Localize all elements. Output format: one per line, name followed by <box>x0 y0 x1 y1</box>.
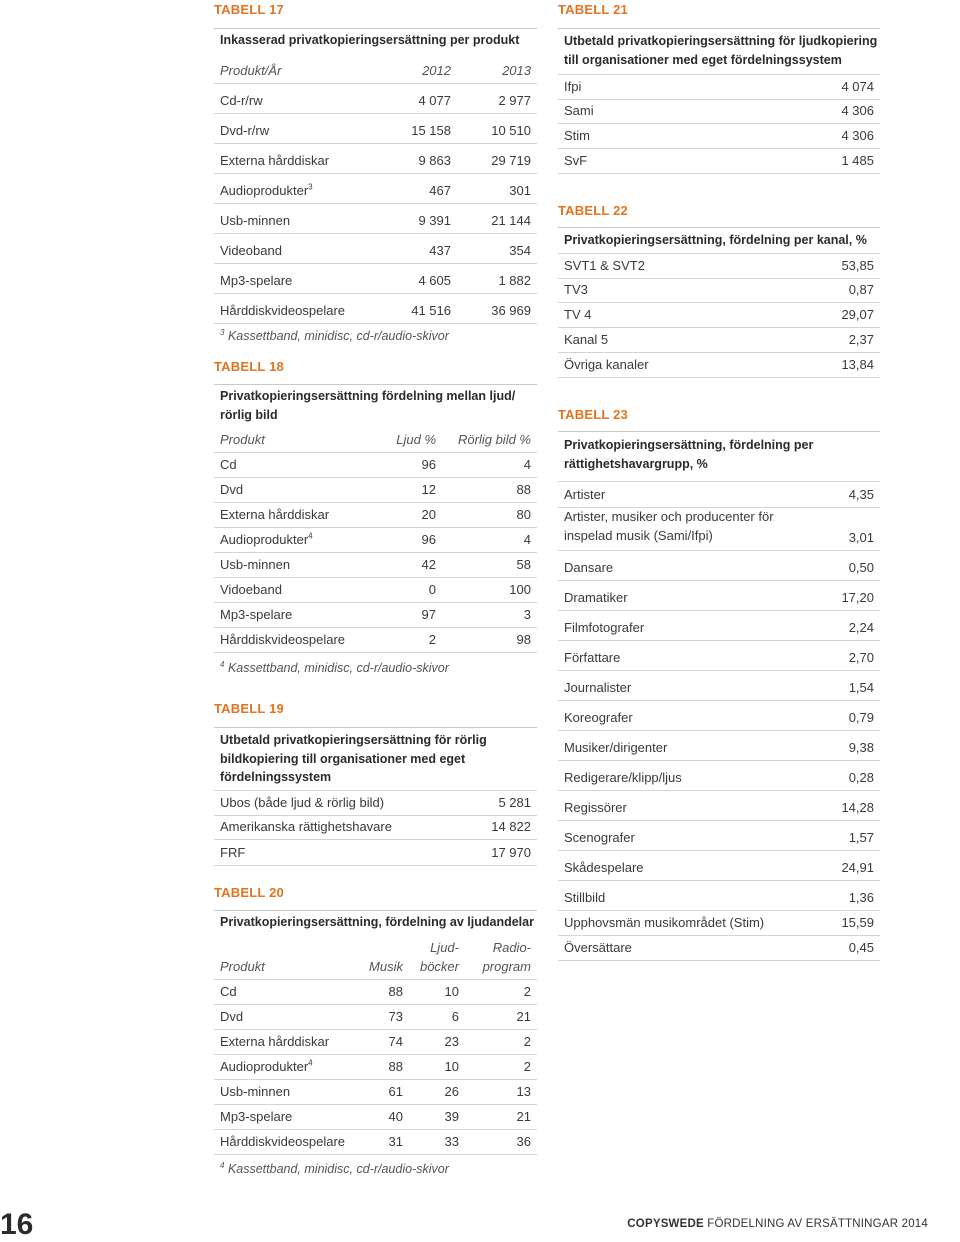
table-row <box>214 528 537 553</box>
row-value: 0,28 <box>848 770 874 785</box>
table-header-row <box>214 934 537 980</box>
value-books: 10 <box>444 984 459 999</box>
table-top-rule <box>214 910 537 911</box>
table-row <box>214 453 537 478</box>
table-row <box>214 840 537 866</box>
header-year-2013: 2013 <box>502 63 531 78</box>
row-value: 13,84 <box>841 357 874 372</box>
value-audio: 12 <box>421 482 436 497</box>
footnote-mark: 3 <box>308 182 313 192</box>
table-row <box>214 1030 537 1055</box>
table-label: TABELL 21 <box>558 2 628 17</box>
value-2013: 29 719 <box>491 153 531 168</box>
row-label: Artister <box>564 487 606 502</box>
value-audio: 0 <box>428 582 436 597</box>
value-books: 26 <box>444 1084 459 1099</box>
row-value: 14 822 <box>491 819 531 834</box>
table-label: TABELL 20 <box>214 885 284 900</box>
value-music: 61 <box>388 1084 403 1099</box>
table-row <box>558 936 880 961</box>
table-row <box>214 114 537 144</box>
header-product: Produkt <box>220 959 265 974</box>
row-label: FRF <box>220 845 246 860</box>
header-product: Produkt/År <box>220 63 282 78</box>
table-row <box>214 264 537 294</box>
row-value: 53,85 <box>841 258 874 273</box>
row-label: Dvd-r/rw <box>220 123 270 138</box>
value-audio: 96 <box>421 532 436 547</box>
value-radio: 13 <box>516 1084 531 1099</box>
row-value: 2,24 <box>848 620 874 635</box>
footnote-text: Kassettband, minidisc, cd-r/audio-skivor <box>227 1162 449 1176</box>
row-value: 3,01 <box>848 530 874 545</box>
footnote-mark: 3 <box>220 327 225 337</box>
page-footer <box>627 1218 928 1230</box>
value-radio: 2 <box>523 1059 531 1074</box>
row-label: Usb-minnen <box>220 557 291 572</box>
value-2012: 9 863 <box>418 153 451 168</box>
table-header-row <box>214 52 537 84</box>
table-top-rule <box>214 384 537 385</box>
value-video: 98 <box>516 632 531 647</box>
table-caption: Utbetald privatkopieringsersättning för ljudkopiering till organisationer med eget fördelningssystem <box>564 34 878 67</box>
footer-brand: COPYSWEDE <box>627 1218 704 1230</box>
footnote-text: Kassettband, minidisc, cd-r/audio-skivor <box>227 661 449 675</box>
value-books: 6 <box>451 1009 459 1024</box>
row-value: 24,91 <box>841 860 874 875</box>
header-video: Rörlig bild % <box>458 432 531 447</box>
table-row <box>214 578 537 603</box>
table-top-rule <box>558 227 880 228</box>
row-label: Stim <box>564 128 590 143</box>
table-row <box>214 1005 537 1030</box>
table-row <box>214 503 537 528</box>
row-label: Hårddiskvideospelare <box>220 1134 346 1149</box>
table-row <box>558 507 880 551</box>
value-video: 58 <box>516 557 531 572</box>
table-footnote <box>220 661 449 675</box>
row-value: 1,36 <box>848 890 874 905</box>
value-audio: 2 <box>428 632 436 647</box>
table-caption: Inkasserad privatkopieringsersättning per produkt <box>220 33 520 47</box>
row-value: 4 074 <box>841 79 874 94</box>
row-value: 0,79 <box>848 710 874 725</box>
row-label: Stillbild <box>564 890 606 905</box>
table-row <box>214 1130 537 1155</box>
table-caption: Privatkopieringsersättning, fördelning per kanal, % <box>564 233 867 247</box>
value-2013: 2 977 <box>498 93 531 108</box>
table-top-rule <box>558 431 880 432</box>
row-label <box>220 183 313 198</box>
row-label: Cd-r/rw <box>220 93 263 108</box>
row-label: TV3 <box>564 282 588 297</box>
row-label: Redigerare/klipp/ljus <box>564 770 682 785</box>
table-row <box>558 641 880 671</box>
table-row <box>558 328 880 353</box>
value-radio: 21 <box>516 1009 531 1024</box>
header-audio: Ljud % <box>396 432 436 447</box>
value-2012: 4 077 <box>418 93 451 108</box>
table-row <box>558 581 880 611</box>
table-row <box>558 149 880 174</box>
row-label: Artister, musiker och producenter för inspelad musik (Sami/Ifpi) <box>564 509 774 543</box>
table-row <box>558 851 880 881</box>
row-label: Sami <box>564 103 594 118</box>
value-music: 88 <box>388 1059 403 1074</box>
footer-year: 2014 <box>901 1218 928 1230</box>
header-books-line2: böcker <box>419 959 459 974</box>
table-row <box>214 1055 537 1080</box>
value-video: 3 <box>523 607 531 622</box>
row-label: Kanal 5 <box>564 332 609 347</box>
row-value: 2,70 <box>848 650 874 665</box>
row-label: Författare <box>564 650 621 665</box>
table-row <box>214 174 537 204</box>
footnote-mark: 4 <box>220 1160 225 1170</box>
row-label: Cd <box>220 984 237 999</box>
value-2012: 467 <box>429 183 451 198</box>
table-label: TABELL 22 <box>558 203 628 218</box>
row-label: Hårddiskvideospelare <box>220 632 346 647</box>
header-radio-line1: Radio- <box>492 940 531 955</box>
table-row <box>214 553 537 578</box>
footnote-mark: 4 <box>308 531 313 541</box>
table-top-rule <box>214 727 537 728</box>
table-row <box>558 881 880 911</box>
row-label: Mp3-spelare <box>220 607 293 622</box>
value-2012: 9 391 <box>418 213 451 228</box>
row-value: 1,57 <box>848 830 874 845</box>
row-label: Övriga kanaler <box>564 357 649 372</box>
table-row <box>214 84 537 114</box>
row-label: Skådespelare <box>564 860 644 875</box>
row-label: Cd <box>220 457 237 472</box>
value-2013: 21 144 <box>491 213 531 228</box>
table-row <box>558 551 880 581</box>
row-value: 0,45 <box>848 940 874 955</box>
row-value: 2,37 <box>848 332 874 347</box>
header-books-line1: Ljud- <box>430 940 459 955</box>
row-label <box>220 1059 313 1074</box>
table-row <box>214 204 537 234</box>
row-value: 1,54 <box>848 680 874 695</box>
value-2012: 41 516 <box>411 303 451 318</box>
row-value: 0,50 <box>848 560 874 575</box>
value-music: 40 <box>388 1109 403 1124</box>
value-video: 4 <box>523 457 531 472</box>
value-books: 10 <box>444 1059 459 1074</box>
page-number: 16 <box>0 1208 34 1241</box>
value-video: 88 <box>516 482 531 497</box>
row-label: SVT1 & SVT2 <box>564 258 645 273</box>
header-year-2012: 2012 <box>422 63 451 78</box>
table-top-rule <box>558 28 880 29</box>
table-caption: Privatkopieringsersättning fördelning mellan ljud/ rörlig bild <box>220 389 516 422</box>
value-2013: 36 969 <box>491 303 531 318</box>
value-radio: 2 <box>523 1034 531 1049</box>
table-row <box>558 611 880 641</box>
value-2012: 437 <box>429 243 451 258</box>
row-value: 9,38 <box>848 740 874 755</box>
footnote-mark: 4 <box>308 1058 313 1068</box>
value-2012: 4 605 <box>418 273 451 288</box>
table-top-rule <box>214 28 537 29</box>
row-label: Koreografer <box>564 710 633 725</box>
table-row <box>558 911 880 936</box>
value-music: 88 <box>388 984 403 999</box>
table-header-row <box>214 424 537 453</box>
value-radio: 36 <box>516 1134 531 1149</box>
table-row <box>214 980 537 1005</box>
table-row <box>214 478 537 503</box>
table-caption: Privatkopieringsersättning, fördelning per rättighetshavargrupp, % <box>564 438 814 471</box>
value-audio: 42 <box>421 557 436 572</box>
row-label: Mp3-spelare <box>220 1109 293 1124</box>
value-books: 33 <box>444 1134 459 1149</box>
row-label: TV 4 <box>564 307 592 322</box>
table-label: TABELL 17 <box>214 2 284 17</box>
row-label: Upphovsmän musikområdet (Stim) <box>564 915 765 930</box>
table-row <box>214 234 537 264</box>
row-value: 29,07 <box>841 307 874 322</box>
row-label: Musiker/dirigenter <box>564 740 668 755</box>
row-label: Mp3-spelare <box>220 273 293 288</box>
table-row <box>558 671 880 701</box>
footer-title: FÖRDELNING AV ERSÄTTNINGAR <box>707 1218 899 1230</box>
row-label <box>220 532 313 547</box>
value-audio: 20 <box>421 507 436 522</box>
row-label-text: Audioprodukter <box>220 183 309 198</box>
row-label: Externa hårddiskar <box>220 1034 330 1049</box>
table-row <box>558 303 880 328</box>
row-label: Externa hårddiskar <box>220 507 330 522</box>
table-row <box>558 761 880 791</box>
table-row <box>558 253 880 279</box>
value-books: 39 <box>444 1109 459 1124</box>
table-caption: Privatkopieringsersättning, fördelning av ljudandelar <box>220 915 534 929</box>
table-row <box>214 628 537 653</box>
value-2013: 301 <box>509 183 531 198</box>
row-label: Videoband <box>220 243 282 258</box>
row-label: Journalister <box>564 680 632 695</box>
value-audio: 97 <box>421 607 436 622</box>
table-label: TABELL 19 <box>214 701 284 716</box>
row-label: Regissörer <box>564 800 627 815</box>
value-radio: 2 <box>523 984 531 999</box>
row-label: Filmfotografer <box>564 620 645 635</box>
row-value: 15,59 <box>841 915 874 930</box>
table-row <box>558 791 880 821</box>
header-music: Musik <box>369 959 403 974</box>
table-row <box>558 821 880 851</box>
row-value: 5 281 <box>498 795 531 810</box>
row-label: Hårddiskvideospelare <box>220 303 346 318</box>
table-caption: Utbetald privatkopieringsersättning för rörlig bildkopiering till organisationer med eget fördelningssystem <box>220 733 487 784</box>
row-label: Översättare <box>564 940 632 955</box>
table-row <box>558 124 880 149</box>
footnote-text: Kassettband, minidisc, cd-r/audio-skivor <box>227 329 449 343</box>
value-video: 80 <box>516 507 531 522</box>
value-radio: 21 <box>516 1109 531 1124</box>
table-row <box>558 74 880 100</box>
row-label: Usb-minnen <box>220 213 291 228</box>
row-value: 17 970 <box>491 845 531 860</box>
value-audio: 96 <box>421 457 436 472</box>
header-product: Produkt <box>220 432 265 447</box>
value-books: 23 <box>444 1034 459 1049</box>
table-row <box>558 731 880 761</box>
header-radio-line2: program <box>482 959 531 974</box>
table-footnote <box>220 1162 449 1176</box>
row-label: Vidoeband <box>220 582 282 597</box>
row-value: 4,35 <box>848 487 874 502</box>
row-label-text: Audioprodukter <box>220 532 309 547</box>
row-value: 1 485 <box>841 153 874 168</box>
footnote-mark: 4 <box>220 659 225 669</box>
table-footnote <box>220 329 449 343</box>
table-label: TABELL 23 <box>558 407 628 422</box>
value-2013: 1 882 <box>498 273 531 288</box>
row-value: 0,87 <box>848 282 874 297</box>
table-row <box>214 1105 537 1130</box>
row-label: Ubos (både ljud & rörlig bild) <box>220 795 385 810</box>
table-row <box>214 144 537 174</box>
value-music: 31 <box>388 1134 403 1149</box>
value-music: 74 <box>388 1034 403 1049</box>
value-2013: 354 <box>509 243 531 258</box>
value-2013: 10 510 <box>491 123 531 138</box>
row-label-text: Audioprodukter <box>220 1059 309 1074</box>
row-label: Usb-minnen <box>220 1084 291 1099</box>
row-value: 4 306 <box>841 103 874 118</box>
table-row <box>214 294 537 324</box>
row-label: Dramatiker <box>564 590 628 605</box>
row-label: SvF <box>564 153 588 168</box>
table-row <box>558 353 880 378</box>
row-label: Amerikanska rättighetshavare <box>220 819 392 834</box>
row-label: Ifpi <box>564 79 582 94</box>
table-row <box>558 278 880 303</box>
row-label: Dansare <box>564 560 614 575</box>
value-2012: 15 158 <box>411 123 451 138</box>
row-value: 17,20 <box>841 590 874 605</box>
table-row <box>558 481 880 508</box>
row-value: 14,28 <box>841 800 874 815</box>
value-video: 4 <box>523 532 531 547</box>
row-label: Dvd <box>220 1009 244 1024</box>
row-label: Dvd <box>220 482 244 497</box>
value-music: 73 <box>388 1009 403 1024</box>
table-row <box>214 1080 537 1105</box>
table-row <box>214 603 537 628</box>
table-row <box>214 815 537 840</box>
table-row <box>558 701 880 731</box>
table-row <box>214 790 537 816</box>
row-value: 4 306 <box>841 128 874 143</box>
table-row <box>558 99 880 124</box>
row-label: Scenografer <box>564 830 635 845</box>
table-label: TABELL 18 <box>214 359 284 374</box>
value-video: 100 <box>509 582 531 597</box>
row-label: Externa hårddiskar <box>220 153 330 168</box>
